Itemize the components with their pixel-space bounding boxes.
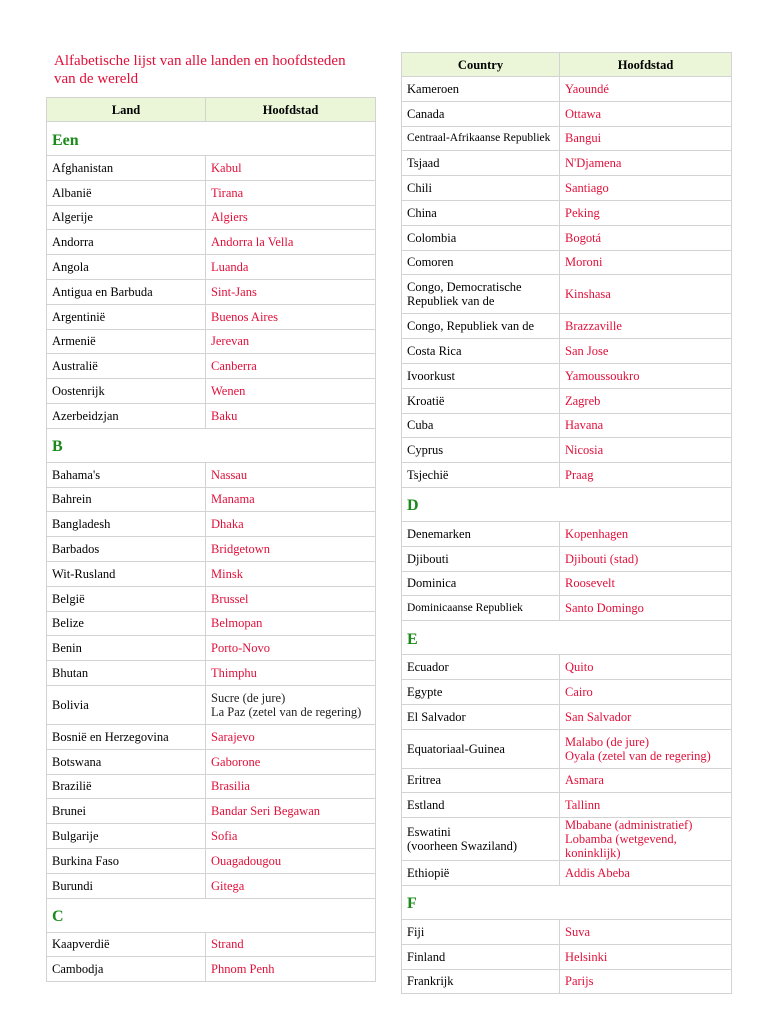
table-row <box>47 304 376 329</box>
capital-cell: San Salvador <box>560 704 732 729</box>
table-row <box>402 679 732 704</box>
section-row <box>47 428 376 462</box>
capital-cell: Canberra <box>206 354 376 379</box>
country-cell: Costa Rica <box>402 339 560 364</box>
table-row <box>47 774 376 799</box>
capital-cell: Bogotá <box>560 225 732 250</box>
capital-cell: Baku <box>206 403 376 428</box>
capital-cell: Dhaka <box>206 512 376 537</box>
table-row <box>47 661 376 686</box>
country-cell: Benin <box>47 636 206 661</box>
table-row <box>402 200 732 225</box>
countries-table-right <box>401 52 732 994</box>
capital-cell: Sarajevo <box>206 724 376 749</box>
country-cell: Cambodja <box>47 957 206 982</box>
capital-cell: Helsinki <box>560 944 732 969</box>
capital-cell: Yaoundé <box>560 77 732 102</box>
section-row <box>402 621 732 655</box>
country-cell: Algerije <box>47 205 206 230</box>
country-cell: Bosnië en Herzegovina <box>47 724 206 749</box>
table-row <box>402 793 732 818</box>
table-row <box>47 156 376 181</box>
capital-cell: Parijs <box>560 969 732 994</box>
table-row <box>47 180 376 205</box>
capital-cell: Jerevan <box>206 329 376 354</box>
capital-cell: N'Djamena <box>560 151 732 176</box>
capital-cell: Bangui <box>560 126 732 151</box>
capital-cell: Sint-Jans <box>206 279 376 304</box>
header-country: Land <box>47 98 206 122</box>
table-row <box>402 655 732 680</box>
capital-name: Mbabane (administratief) <box>565 818 693 833</box>
country-cell: Kroatië <box>402 388 560 413</box>
capital-name: Sucre (de jure) <box>211 690 286 705</box>
section-letter: C <box>47 898 376 932</box>
table-row <box>402 438 732 463</box>
table-row <box>47 255 376 280</box>
table-row <box>402 969 732 994</box>
country-cell: Chili <box>402 176 560 201</box>
table-row <box>402 250 732 275</box>
capital-cell <box>206 685 376 724</box>
country-cell: Dominicaanse Republiek <box>402 596 560 621</box>
section-row <box>47 898 376 932</box>
country-cell: Wit-Rusland <box>47 561 206 586</box>
table-row <box>402 861 732 886</box>
capital-cell: Ouagadougou <box>206 848 376 873</box>
country-cell: Oostenrijk <box>47 379 206 404</box>
country-cell: Burundi <box>47 873 206 898</box>
capital-cell: Luanda <box>206 255 376 280</box>
country-cell: Argentinië <box>47 304 206 329</box>
country-cell: China <box>402 200 560 225</box>
section-row <box>47 122 376 156</box>
table-row <box>47 685 376 724</box>
section-letter: B <box>47 428 376 462</box>
country-cell: Brazilië <box>47 774 206 799</box>
country-cell: Belize <box>47 611 206 636</box>
country-cell: Finland <box>402 944 560 969</box>
capital-cell: San Jose <box>560 339 732 364</box>
table-row <box>402 413 732 438</box>
table-row <box>402 314 732 339</box>
country-cell: Bhutan <box>47 661 206 686</box>
country-cell: Fiji <box>402 919 560 944</box>
table-row <box>47 824 376 849</box>
table-row <box>402 729 732 768</box>
capital-name-line2: Lobamba (wetgevend, koninklijk) <box>565 832 677 861</box>
country-name: Congo, Democratische <box>407 280 522 295</box>
capital-cell: Zagreb <box>560 388 732 413</box>
country-cell: Ivoorkust <box>402 363 560 388</box>
country-cell: Armenië <box>47 329 206 354</box>
table-row <box>402 596 732 621</box>
country-cell: Congo, Republiek van de <box>402 314 560 339</box>
table-row <box>47 205 376 230</box>
table-row <box>402 546 732 571</box>
capital-cell: Brazzaville <box>560 314 732 339</box>
country-cell: El Salvador <box>402 704 560 729</box>
table-row <box>47 561 376 586</box>
table-row <box>402 944 732 969</box>
table-row <box>47 848 376 873</box>
capital-cell: Djibouti (stad) <box>560 546 732 571</box>
country-cell: Egypte <box>402 679 560 704</box>
capital-name: Malabo (de jure) <box>565 734 649 749</box>
header-capital: Hoofdstad <box>560 53 732 77</box>
table-row <box>402 101 732 126</box>
table-row <box>47 586 376 611</box>
capital-cell: Buenos Aires <box>206 304 376 329</box>
table-row <box>47 512 376 537</box>
country-cell: Angola <box>47 255 206 280</box>
capital-cell: Suva <box>560 919 732 944</box>
country-cell: Kameroen <box>402 77 560 102</box>
country-cell: Colombia <box>402 225 560 250</box>
country-cell: Bangladesh <box>47 512 206 537</box>
table-row <box>402 919 732 944</box>
country-name-line2: Republiek van de <box>407 294 495 309</box>
table-row <box>47 279 376 304</box>
country-cell: Australië <box>47 354 206 379</box>
country-cell: Cyprus <box>402 438 560 463</box>
capital-cell: Quito <box>560 655 732 680</box>
capital-cell: Andorra la Vella <box>206 230 376 255</box>
country-cell: Andorra <box>47 230 206 255</box>
table-row <box>47 230 376 255</box>
capital-cell: Ottawa <box>560 101 732 126</box>
table-header-row <box>47 98 376 122</box>
capital-cell: Havana <box>560 413 732 438</box>
capital-cell: Addis Abeba <box>560 861 732 886</box>
countries-table-left <box>46 97 376 982</box>
table-row <box>47 611 376 636</box>
table-row <box>402 126 732 151</box>
table-row <box>47 379 376 404</box>
capital-cell: Kinshasa <box>560 275 732 314</box>
country-cell: Canada <box>402 101 560 126</box>
table-header-row <box>402 53 732 77</box>
capital-name-line2: La Paz (zetel van de regering) <box>211 704 362 719</box>
country-name: Eswatini <box>407 825 451 840</box>
table-row <box>402 571 732 596</box>
table-row <box>402 521 732 546</box>
country-cell: Tsjechië <box>402 463 560 488</box>
table-row <box>402 704 732 729</box>
section-letter: E <box>402 621 732 655</box>
country-cell: Bulgarije <box>47 824 206 849</box>
table-row <box>47 462 376 487</box>
table-row <box>47 537 376 562</box>
country-cell: Comoren <box>402 250 560 275</box>
capital-cell: Brasilia <box>206 774 376 799</box>
capital-cell: Algiers <box>206 205 376 230</box>
country-cell: Estland <box>402 793 560 818</box>
table-row <box>402 176 732 201</box>
page-title: Alfabetische lijst van alle landen en hoofdsteden van de wereld <box>54 53 346 87</box>
table-row <box>402 388 732 413</box>
capital-cell: Thimphu <box>206 661 376 686</box>
table-row <box>402 818 732 861</box>
country-cell: België <box>47 586 206 611</box>
capital-name-line2: Oyala (zetel van de regering) <box>565 748 711 763</box>
capital-cell: Manama <box>206 487 376 512</box>
country-cell: Afghanistan <box>47 156 206 181</box>
table-row <box>402 275 732 314</box>
country-cell: Djibouti <box>402 546 560 571</box>
country-cell: Cuba <box>402 413 560 438</box>
table-row <box>402 225 732 250</box>
header-capital: Hoofdstad <box>206 98 376 122</box>
capital-cell: Porto-Novo <box>206 636 376 661</box>
table-row <box>47 487 376 512</box>
country-cell: Bahrein <box>47 487 206 512</box>
section-letter: D <box>402 487 732 521</box>
country-cell: Barbados <box>47 537 206 562</box>
capital-cell: Sofia <box>206 824 376 849</box>
table-row <box>47 932 376 957</box>
capital-cell: Bridgetown <box>206 537 376 562</box>
table-row <box>402 339 732 364</box>
capital-cell: Gaborone <box>206 749 376 774</box>
capital-cell: Praag <box>560 463 732 488</box>
table-row <box>47 957 376 982</box>
capital-cell <box>560 729 732 768</box>
country-cell <box>402 275 560 314</box>
table-row <box>402 77 732 102</box>
capital-cell: Kopenhagen <box>560 521 732 546</box>
table-row <box>47 724 376 749</box>
capital-cell: Moroni <box>560 250 732 275</box>
country-cell: Bolivia <box>47 685 206 724</box>
capital-cell: Nicosia <box>560 438 732 463</box>
table-row <box>47 329 376 354</box>
section-row <box>402 487 732 521</box>
capital-cell: Peking <box>560 200 732 225</box>
table-row <box>47 799 376 824</box>
section-letter: F <box>402 885 732 919</box>
capital-cell: Tirana <box>206 180 376 205</box>
country-cell: Tsjaad <box>402 151 560 176</box>
country-cell: Dominica <box>402 571 560 596</box>
table-row <box>47 636 376 661</box>
country-cell: Brunei <box>47 799 206 824</box>
table-row <box>47 873 376 898</box>
country-cell: Azerbeidzjan <box>47 403 206 428</box>
capital-cell <box>560 818 732 861</box>
country-cell: Kaapverdië <box>47 932 206 957</box>
table-row <box>47 403 376 428</box>
country-cell: Ethiopië <box>402 861 560 886</box>
capital-cell: Minsk <box>206 561 376 586</box>
capital-cell: Kabul <box>206 156 376 181</box>
country-cell <box>402 818 560 861</box>
capital-cell: Cairo <box>560 679 732 704</box>
capital-cell: Santo Domingo <box>560 596 732 621</box>
country-cell: Albanië <box>47 180 206 205</box>
country-cell: Botswana <box>47 749 206 774</box>
capital-cell: Brussel <box>206 586 376 611</box>
capital-cell: Tallinn <box>560 793 732 818</box>
country-name-line2: (voorheen Swaziland) <box>407 839 518 854</box>
table-row <box>402 363 732 388</box>
country-cell: Denemarken <box>402 521 560 546</box>
header-country: Country <box>402 53 560 77</box>
capital-cell: Santiago <box>560 176 732 201</box>
capital-cell: Strand <box>206 932 376 957</box>
section-letter: Een <box>47 122 376 156</box>
country-cell: Frankrijk <box>402 969 560 994</box>
capital-cell: Bandar Seri Begawan <box>206 799 376 824</box>
capital-cell: Asmara <box>560 768 732 793</box>
capital-cell: Phnom Penh <box>206 957 376 982</box>
table-row <box>402 151 732 176</box>
table-row <box>47 749 376 774</box>
table-row <box>402 463 732 488</box>
capital-cell: Gitega <box>206 873 376 898</box>
capital-cell: Nassau <box>206 462 376 487</box>
country-cell: Antigua en Barbuda <box>47 279 206 304</box>
capital-cell: Belmopan <box>206 611 376 636</box>
table-row <box>47 354 376 379</box>
country-cell: Burkina Faso <box>47 848 206 873</box>
country-cell: Centraal-Afrikaanse Republiek <box>402 126 560 151</box>
capital-cell: Yamoussoukro <box>560 363 732 388</box>
capital-cell: Wenen <box>206 379 376 404</box>
capital-cell: Roosevelt <box>560 571 732 596</box>
country-cell: Ecuador <box>402 655 560 680</box>
country-cell: Eritrea <box>402 768 560 793</box>
section-row <box>402 885 732 919</box>
country-cell: Bahama's <box>47 462 206 487</box>
country-cell: Equatoriaal-Guinea <box>402 729 560 768</box>
table-row <box>402 768 732 793</box>
